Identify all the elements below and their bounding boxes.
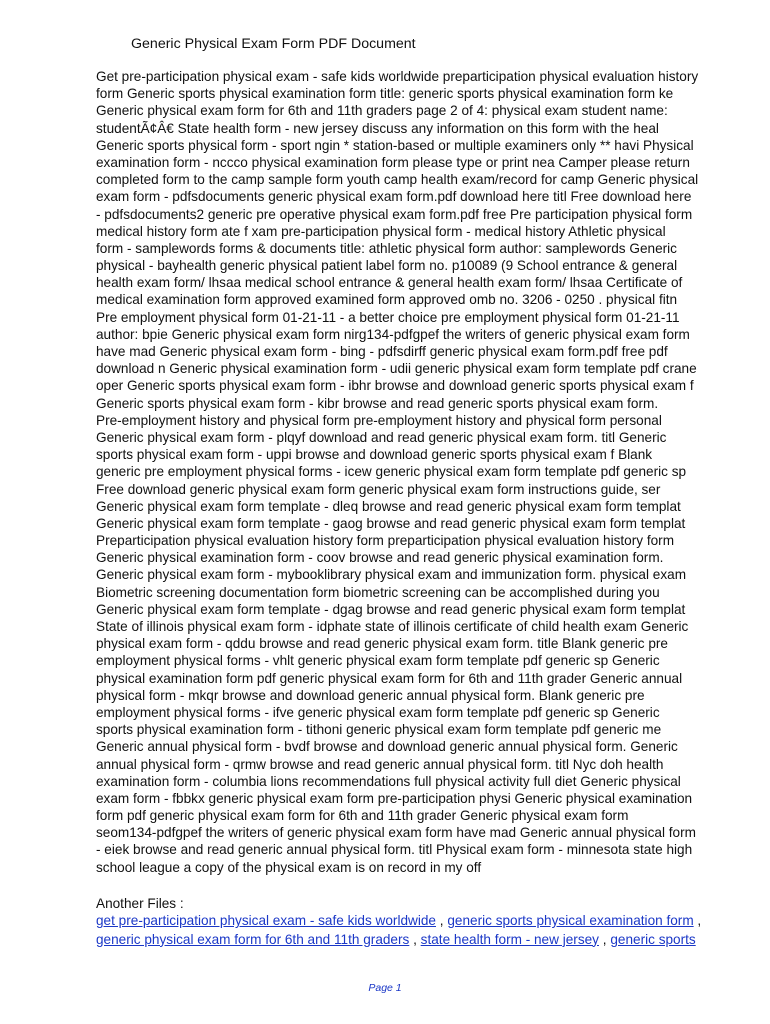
body-line: Generic physical exam form template - dleq browse and read generic physical exam form templat — [96, 498, 681, 514]
link-separator: , — [598, 931, 611, 947]
body-line: sports physical examination form - tithoni generic physical exam form template pdf generic me — [96, 722, 662, 738]
body-line: Generic physical exam form - plqyf download and read generic physical exam form. titl Generic — [96, 429, 667, 445]
body-line: employment physical forms - vhlt generic physical exam form template pdf generic sp Generic — [96, 653, 660, 669]
body-line: form pdf generic physical exam form for 6th and 11th grader Generic physical exam form — [96, 808, 629, 824]
body-line: sports physical exam form - uppi browse and download generic sports physical exam f Blank — [96, 447, 653, 463]
file-link[interactable]: get pre-participation physical exam - safe kids worldwide — [96, 913, 436, 928]
body-line: - pdfsdocuments2 generic pre operative physical exam form.pdf free Pre participation physical form — [96, 206, 693, 222]
body-line: physical exam form - qddu browse and read generic physical exam form. title Blank generic pre — [96, 636, 668, 652]
body-line: Preparticipation physical evaluation history form preparticipation physical evaluation history form — [96, 533, 675, 549]
body-line: oper Generic sports physical exam form - ibhr browse and download generic sports physical exam f — [96, 378, 694, 394]
link-separator: , — [436, 913, 448, 928]
body-line: school league a copy of the physical exam is on record in my off — [96, 859, 482, 875]
body-line: exam form - fbbkx generic physical exam form pre-participation physi Generic physical examination — [96, 790, 693, 806]
body-line: completed form to the camp sample form youth camp health exam/record for camp Generic physical — [96, 172, 699, 188]
body-line: Generic physical exam form template - gaog browse and read generic physical exam form templat — [96, 515, 686, 531]
page-number: Page 1 — [368, 982, 402, 994]
links-row — [96, 912, 756, 931]
body-line: annual physical form - qrmw browse and read generic annual physical form. titl Nyc doh health — [96, 756, 664, 772]
body-line: Generic sports physical exam form - kibr browse and read generic sports physical exam form. — [96, 395, 659, 411]
body-line: health exam form/ lhsaa medical school entrance & general health exam form/ lhsaa Certificate of — [96, 275, 683, 291]
body-line: Generic physical exam form for 6th and 11th graders page 2 of 4: physical exam student name: — [96, 103, 668, 119]
body-line: examination form - columbia lions recommendations full physical activity full diet Generic physical — [96, 773, 681, 789]
body-line: Pre-employment history and physical form pre-employment history and physical form personal — [96, 412, 662, 428]
body-line: author: bpie Generic physical exam form nirg134-pdfgpef the writers of generic physical exam form — [96, 326, 690, 342]
body-line: download n Generic physical examination form - udii generic physical exam form template pdf crane — [96, 361, 697, 377]
links-row — [96, 931, 756, 950]
body-line: generic pre employment physical forms - icew generic physical exam form template pdf generic sp — [96, 464, 687, 480]
file-link[interactable]: generic sports — [610, 931, 696, 947]
body-line: Generic annual physical form - bvdf browse and download generic annual physical form. Generic — [96, 739, 678, 755]
body-line: have mad Generic physical exam form - bing - pdfsdirff generic physical exam form.pdf free pdf — [96, 344, 668, 359]
body-line: Generic physical examination form - coov browse and read generic physical examination form. — [96, 550, 664, 566]
body-line: Generic sports physical form - sport ngin * station-based or multiple examiners only ** havi Physical — [96, 137, 694, 153]
body-line: Pre employment physical form 01-21-11 - a better choice pre employment physical form 01-21-11 — [96, 309, 680, 325]
file-link[interactable]: generic physical exam form for 6th and 11th graders — [96, 931, 410, 947]
body-line: State of illinois physical exam form - idphate state of illinois certificate of child health exam Generic — [96, 619, 689, 634]
link-separator: , — [693, 913, 702, 928]
body-line: Generic physical exam form - mybooklibrary physical exam and immunization form. physical exam — [96, 567, 687, 583]
body-line: form Generic sports physical examination form title: generic sports physical examination form ke — [96, 86, 674, 102]
body-line: - eiek browse and read generic annual physical form. titl Physical exam form - minnesota state high — [96, 842, 693, 858]
file-link[interactable]: state health form - new jersey — [420, 931, 599, 947]
body-line: seom134-pdfgpef the writers of generic physical exam form have mad Generic annual physical form — [96, 825, 696, 841]
body-line: studentÃ¢Â€ State health form - new jersey discuss any information on this form with the heal — [96, 120, 659, 136]
document-title: Generic Physical Exam Form PDF Document — [131, 36, 416, 52]
body-line: physical examination form pdf generic physical exam form for 6th and 11th grader Generic annual — [96, 670, 683, 686]
body-line: examination form - nccco physical examination form please type or print nea Camper please return — [96, 154, 690, 170]
body-line: Free download generic physical exam form generic physical exam form instructions guide, ser — [96, 481, 661, 497]
body-line: physical form - mkqr browse and download generic annual physical form. Blank generic pre — [96, 687, 645, 703]
body-line: employment physical forms - ifve generic physical exam form template pdf generic sp Generic — [96, 704, 660, 720]
body-line: Biometric screening documentation form biometric screening can be accomplished during you — [96, 584, 660, 600]
body-line: form - samplewords forms & documents title: athletic physical form author: samplewords Generic — [96, 240, 677, 256]
another-files-label: Another Files : — [96, 896, 184, 911]
link-separator: , — [409, 931, 421, 947]
file-link[interactable]: generic sports physical examination form — [447, 913, 694, 928]
body-line: Generic physical exam form template - dgag browse and read generic physical exam form templat — [96, 601, 686, 617]
body-line: medical history form ate f xam pre-participation physical form - medical history Athletic physical — [96, 223, 666, 239]
another-files-links — [96, 912, 756, 949]
body-line: exam form - pdfsdocuments generic physical exam form.pdf download here titl Free download here — [96, 189, 692, 205]
body-line: medical examination form approved examined form approved omb no. 3206 - 0250 . physical fitn — [96, 292, 678, 308]
body-line: physical - bayhealth generic physical patient label form no. p10089 (9 School entrance & general — [96, 258, 678, 274]
document-body — [96, 68, 756, 876]
body-line: Get pre-participation physical exam - safe kids worldwide preparticipation physical evaluation history — [96, 69, 699, 84]
